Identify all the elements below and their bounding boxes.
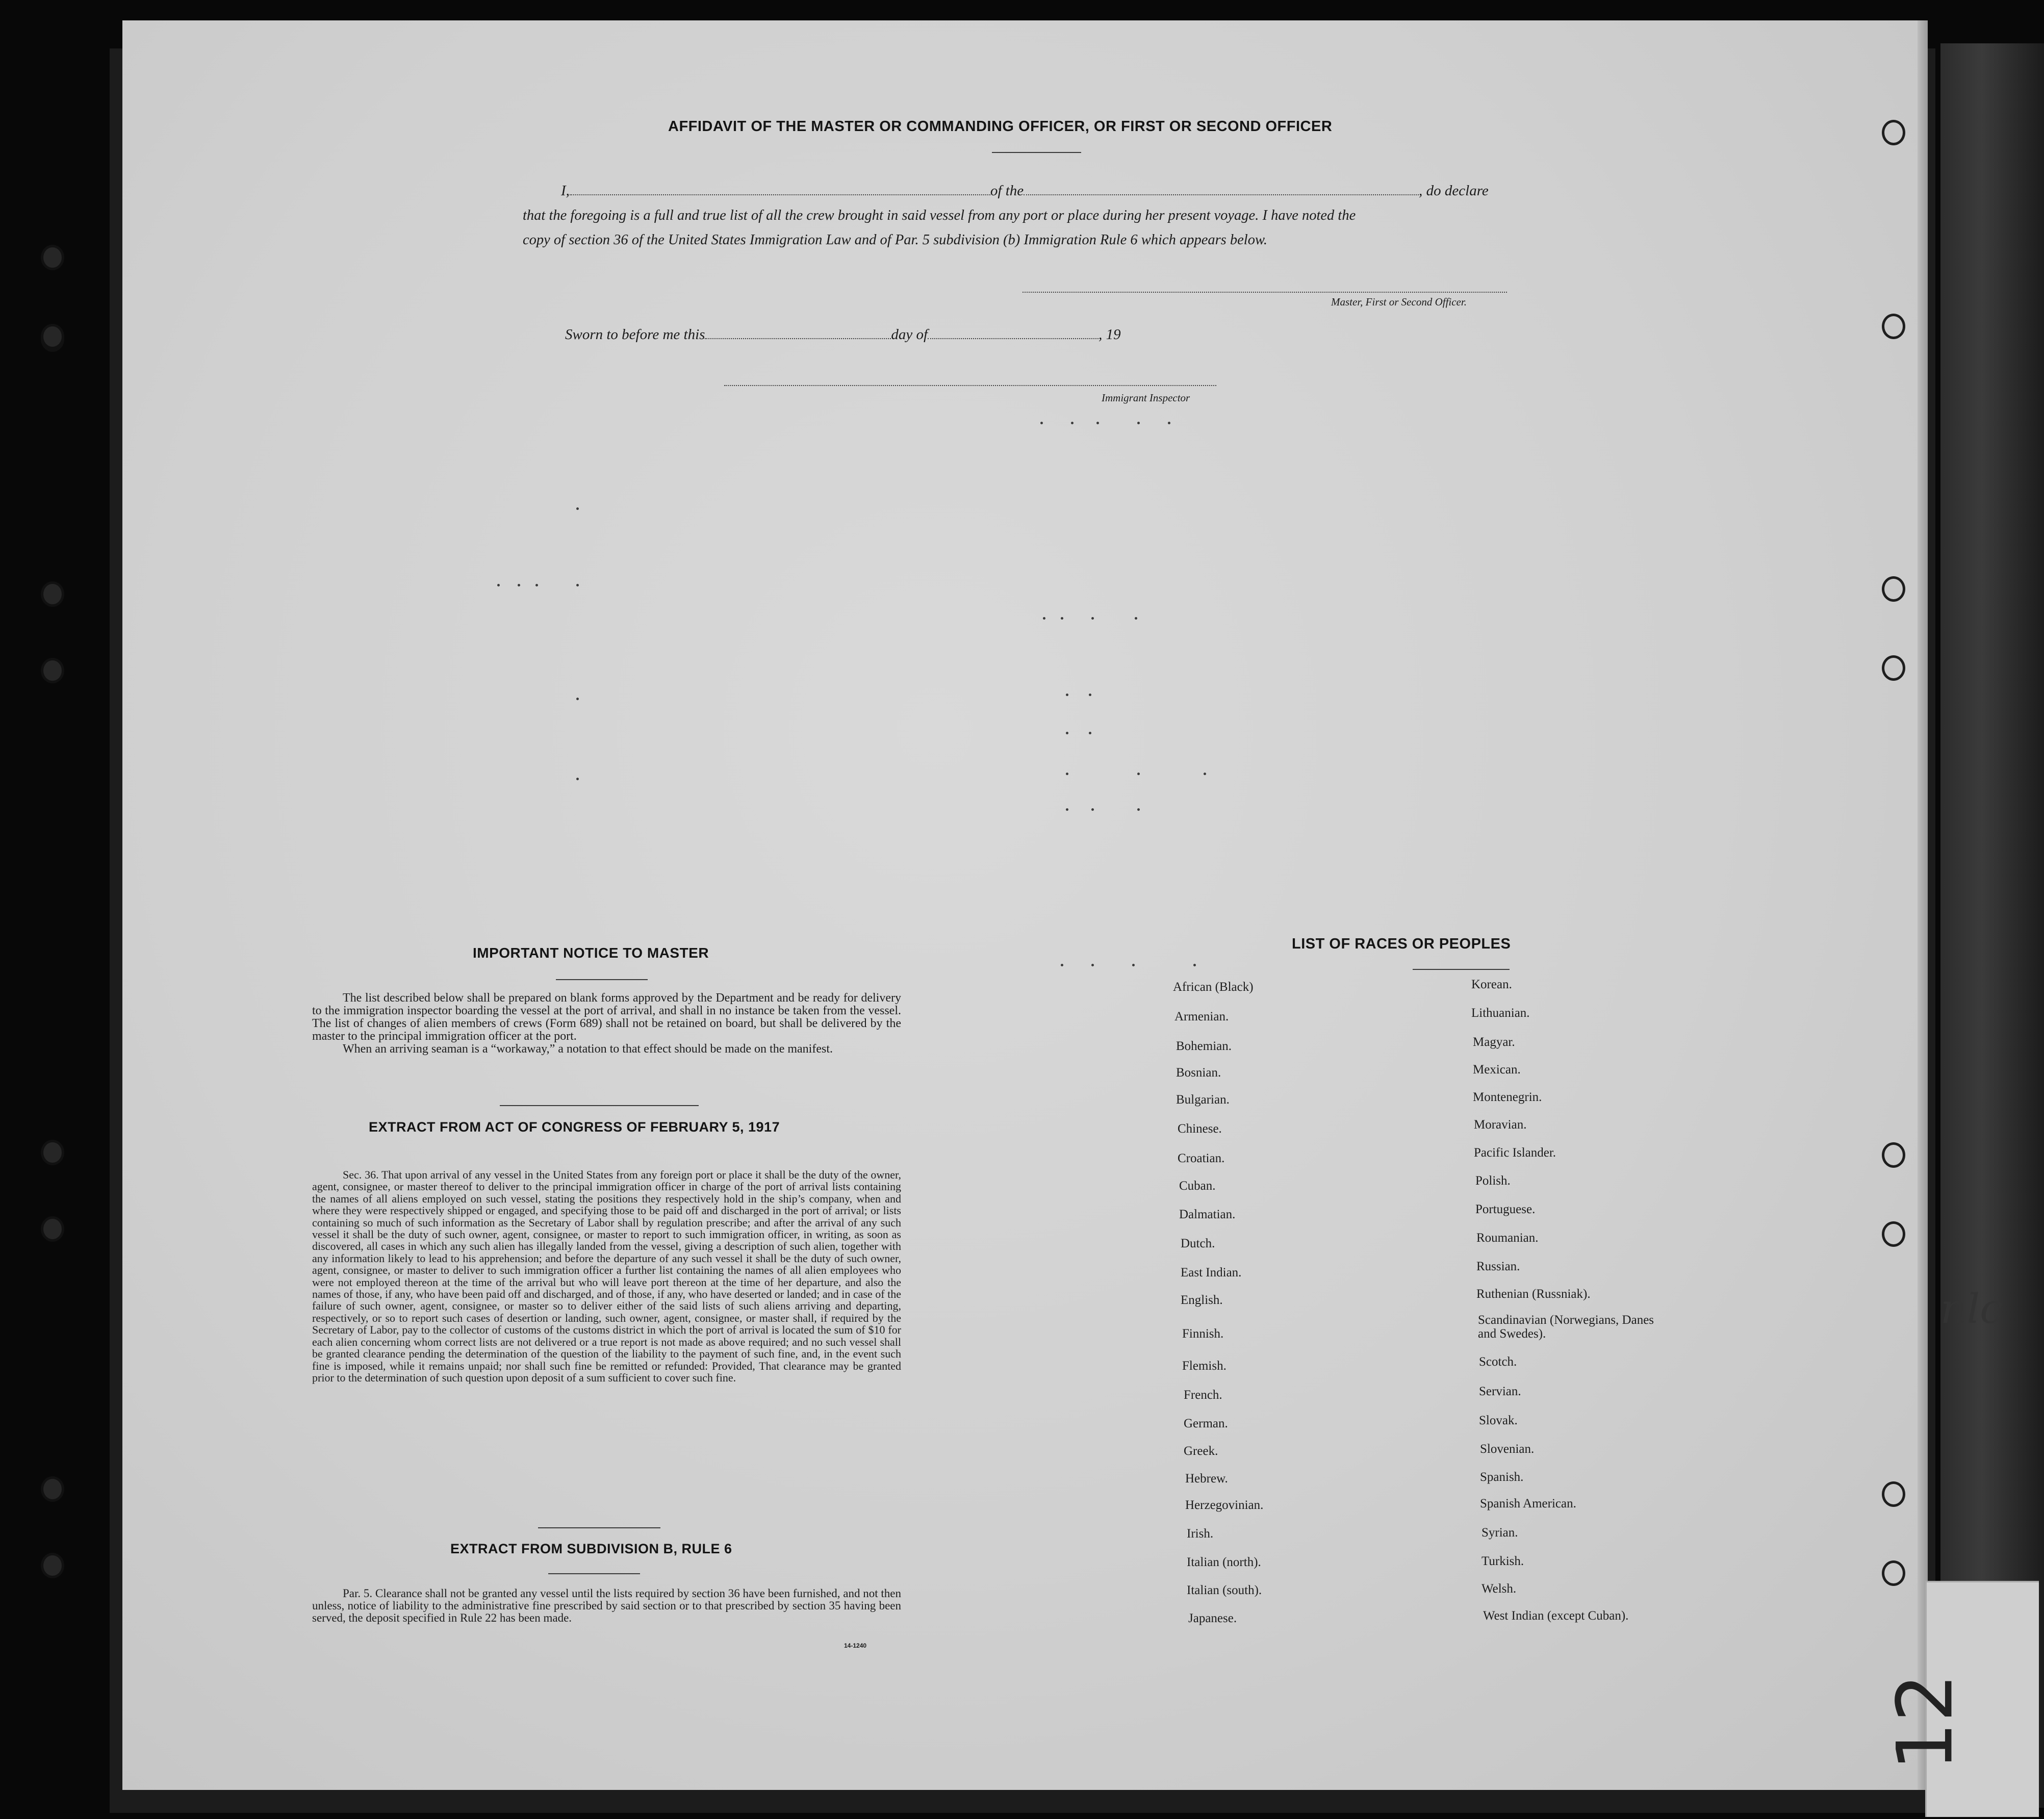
race-item: Croatian. [1178, 1151, 1225, 1165]
race-item: Russian. [1476, 1260, 1520, 1273]
scan-speck [576, 778, 579, 780]
race-item: Turkish. [1481, 1554, 1524, 1568]
scan-speck [576, 507, 579, 510]
binder-hole-icon [1882, 1221, 1905, 1247]
scan-speck [576, 698, 579, 700]
rule-extract-rule [548, 1573, 640, 1574]
form-code: 14-1240 [844, 1642, 867, 1649]
scan-speck [1089, 694, 1091, 696]
sworn-prefix: Sworn to before me this [565, 326, 705, 343]
race-item: Polish. [1475, 1174, 1511, 1188]
race-item: Greek. [1184, 1444, 1218, 1458]
affidavit-title-rule [992, 152, 1081, 153]
notice-title: IMPORTANT NOTICE TO MASTER [473, 945, 709, 961]
race-item: Italian (south). [1187, 1583, 1262, 1597]
act-extract-divider [538, 1527, 660, 1528]
scan-speck [1061, 617, 1063, 620]
scan-speck [1066, 808, 1068, 811]
race-item: Chinese. [1178, 1122, 1222, 1136]
binder-ring-icon [41, 1476, 64, 1502]
notice-paragraph-2: When an arriving seaman is a “workaway,” a notation to that effect should be made on the manifest. [343, 1042, 833, 1056]
binder-ring-icon [41, 1553, 64, 1578]
race-item: Slovak. [1479, 1414, 1518, 1427]
sworn-day-field[interactable] [705, 327, 891, 339]
races-title: LIST OF RACES OR PEOPLES [1292, 936, 1511, 952]
scan-speck [1066, 732, 1068, 734]
race-item: Cuban. [1179, 1179, 1216, 1193]
document-page [122, 20, 2003, 1790]
master-name-field[interactable] [570, 183, 990, 195]
binder-hole-icon [1882, 1481, 1905, 1507]
races-title-rule [1413, 969, 1510, 970]
race-item: East Indian. [1181, 1266, 1242, 1279]
scan-speck [535, 584, 538, 586]
race-item [1478, 1313, 1672, 1341]
race-item: West Indian (except Cuban). [1483, 1609, 1629, 1623]
race-item: Mexican. [1473, 1063, 1521, 1077]
race-item: African (Black) [1173, 980, 1254, 994]
scan-speck [1137, 422, 1140, 424]
race-item: Montenegrin. [1473, 1090, 1542, 1104]
scan-speck [1091, 808, 1094, 811]
master-signature-line[interactable] [1023, 291, 1507, 293]
sworn-year-label: , 19 [1098, 326, 1121, 343]
binder-hole-icon [1882, 1560, 1905, 1586]
affidavit-line-2: that the foregoing is a full and true list of all the crew brought in said vessel from any port or place during her present voyage. I have noted the [523, 208, 1356, 223]
scan-speck [576, 584, 579, 586]
race-item: Finnish. [1182, 1327, 1224, 1341]
sworn-day-label: day of [891, 326, 928, 343]
race-item: Armenian. [1174, 1010, 1229, 1023]
race-item: Hebrew. [1185, 1472, 1228, 1485]
affidavit-i: I, [561, 183, 570, 199]
race-item: Flemish. [1182, 1359, 1227, 1373]
scan-speck [1091, 964, 1094, 966]
race-item: Magyar. [1473, 1035, 1515, 1049]
race-item: Ruthenian (Russniak). [1476, 1287, 1591, 1301]
master-signature-caption: Master, First or Second Officer. [1331, 296, 1467, 308]
race-item: Spanish American. [1480, 1497, 1576, 1510]
back-sheet-edge [1940, 43, 2044, 1808]
sworn-month-field[interactable] [928, 327, 1098, 339]
race-item: Dutch. [1181, 1237, 1215, 1250]
race-item-text: Scandinavian (Norwegians, Danes and Swedes). [1478, 1313, 1654, 1341]
race-item: Syrian. [1481, 1526, 1518, 1540]
race-item: Spanish. [1480, 1470, 1524, 1484]
race-item: Slovenian. [1480, 1442, 1535, 1456]
race-item: Bosnian. [1176, 1066, 1221, 1080]
race-item: Bohemian. [1176, 1039, 1232, 1053]
scan-speck [1137, 773, 1140, 775]
race-item: Herzegovinian. [1185, 1498, 1264, 1512]
scan-speck [518, 584, 520, 586]
race-item: Moravian. [1474, 1118, 1527, 1132]
act-extract-text [312, 1169, 901, 1384]
scan-speck [1193, 964, 1196, 966]
scan-speck [1061, 964, 1063, 966]
race-item: Dalmatian. [1179, 1208, 1236, 1221]
binder-ring-icon [41, 581, 64, 607]
scan-speck [1040, 422, 1043, 424]
sworn-line [565, 326, 1121, 343]
race-item: Welsh. [1481, 1582, 1517, 1596]
affidavit-title: AFFIDAVIT OF THE MASTER OR COMMANDING OFFICER, OR FIRST OR SECOND OFFICER [668, 118, 1333, 135]
binder-ring-icon [41, 245, 64, 270]
inspector-signature-line[interactable] [724, 384, 1216, 386]
race-item: English. [1181, 1293, 1223, 1307]
scan-speck [1137, 808, 1140, 811]
scan-speck [1091, 617, 1094, 620]
affidavit-line-1 [561, 183, 1489, 199]
binder-ring-icon [41, 324, 64, 349]
rule-extract-text [312, 1587, 901, 1624]
notice-paragraph-1: The list described below shall be prepared on blank forms approved by the Department and be ready for delivery to the immigration inspector boarding the vessel at the port of arrival, and shall in no instance be taken from the vessel. The list of changes of alien members of crews (Form 689) shall not be retained on board, but shall be delivered by the master to the principal immigration officer at the port. [312, 991, 901, 1043]
rule-extract-title: EXTRACT FROM SUBDIVISION B, RULE 6 [450, 1541, 732, 1556]
paragraph-5-text: Par. 5. Clearance shall not be granted any vessel until the lists required by section 36 have been furnished, and not then unless, notice of liability to the administrative fine prescribed by said section or to that prescribed by section 35 having been served, the deposit specified in Rule 22 has been made. [312, 1587, 901, 1624]
race-item: Scotch. [1479, 1355, 1517, 1369]
handwritten-page-number: 12 [1881, 1673, 1970, 1771]
scan-speck [1071, 422, 1074, 424]
race-item: Irish. [1187, 1527, 1214, 1541]
race-item: German. [1184, 1417, 1228, 1430]
race-item: Portuguese. [1475, 1202, 1536, 1216]
binder-hole-icon [1882, 576, 1905, 602]
scan-speck [497, 584, 500, 586]
binder-hole-icon [1882, 655, 1905, 681]
notice-title-rule [556, 979, 648, 980]
vessel-name-field[interactable] [1024, 183, 1419, 195]
binder-hole-icon [1882, 314, 1905, 339]
notice-text [312, 992, 901, 1056]
scan-speck [1066, 773, 1068, 775]
race-item: Japanese. [1188, 1611, 1237, 1625]
race-item: Servian. [1479, 1385, 1521, 1398]
race-item: Roumanian. [1476, 1231, 1539, 1245]
page-fold [1918, 20, 1928, 1790]
scan-speck [1132, 964, 1135, 966]
race-item: Korean. [1471, 978, 1512, 991]
affidavit-of-the: of the [990, 183, 1024, 199]
binder-ring-icon [41, 1140, 64, 1165]
act-extract-title: EXTRACT FROM ACT OF CONGRESS OF FEBRUARY 5, 1917 [369, 1119, 780, 1135]
race-item: Italian (north). [1187, 1555, 1261, 1569]
race-item: Lithuanian. [1471, 1006, 1530, 1020]
affidavit-line-3: copy of section 36 of the United States Immigration Law and of Par. 5 subdivision (b) Immigration Rule 6 which appears below. [523, 232, 1267, 248]
binder-ring-icon [41, 658, 64, 683]
section-36-text: Sec. 36. That upon arrival of any vessel in the United States from any foreign port or place it shall be the duty of the owner, agent, consignee, or master thereof to deliver to the principal immigration officer in charge of the port of arrival lists containing the names of all aliens employed on such vessel, stating the positions they respectively hold in the ship’s company, when and where they were respectively shipped or engaged, and specifying those to be paid off and discharged in the port of arrival; or lists containing so much of such information as the Secretary of Labor shall by regulation prescribe; and after the arrival of any such vessel it shall be the duty of such owner, agent, consignee, or master to report to such immigration officer, in writing, as soon as discovered, all cases in which any such alien has illegally landed from the vessel, giving a description of such alien, together with any information likely to lead to his apprehension; and before the departure of any such vessel it shall be the duty of such owner, agent, consignee, or master to deliver to such immigration officer a further list containing the names of all alien employees who were not employed thereon at the time of the arrival but who will leave port thereon at the time of her departure, and also the names of those, if any, who have been paid off and discharged, and of those, if any, who have deserted or landed; and in case of the failure of such owner, agent, consignee, or master so to deliver either of the said lists of such aliens arriving and departing, respectively, or so to report such cases of desertion or landing, such owner, agent, consignee, or master shall, if required by the Secretary of Labor, pay to the collector of customs of the customs district in which the port of arrival is located the sum of $10 for each alien concerning whom correct lists are not delivered or a true report is not made as above required; and no such vessel shall be granted clearance pending the determination of the question of the liability to the payment of such fine, and, in the event such fine is imposed, while it remains unpaid; nor shall such fine be remitted or refunded: Provided, That clearance may be granted prior to the determination of such question upon deposit of a sum sufficient to cover such fine. [312, 1168, 901, 1384]
binder-hole-icon [1882, 120, 1905, 145]
scan-speck [1043, 617, 1045, 620]
race-item: French. [1184, 1388, 1222, 1402]
binder-hole-icon [1882, 1142, 1905, 1168]
margin-handwriting: nlc [1940, 1285, 2003, 1333]
scan-speck [1135, 617, 1137, 620]
scan-speck [1096, 422, 1099, 424]
scan-speck [1066, 694, 1068, 696]
scan-speck [1204, 773, 1206, 775]
notice-divider [500, 1105, 699, 1106]
scan-speck [1168, 422, 1170, 424]
scan-speck [1089, 732, 1091, 734]
affidavit-do-declare: , do declare [1419, 183, 1489, 199]
race-item: Bulgarian. [1176, 1093, 1230, 1107]
race-item: Pacific Islander. [1474, 1146, 1556, 1160]
binder-ring-icon [41, 1216, 64, 1242]
inspector-caption: Immigrant Inspector [1102, 392, 1190, 404]
